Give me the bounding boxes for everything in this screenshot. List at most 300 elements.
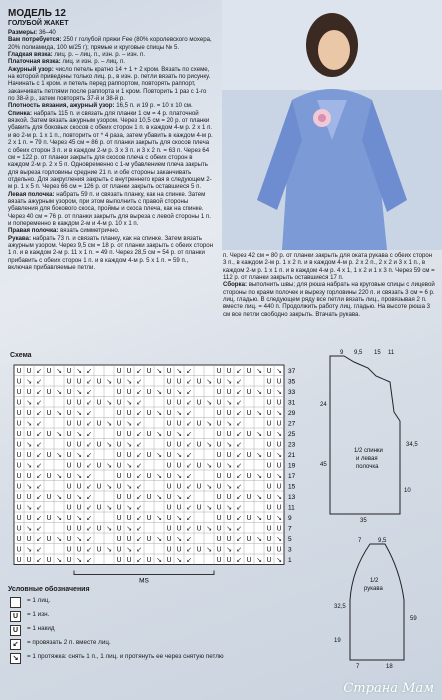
chart-cell-symbol: U [266, 419, 272, 428]
chart-cell-symbol: U [116, 461, 122, 470]
chart-cell-symbol: ↙ [86, 451, 92, 459]
chart-cell-symbol: U [146, 514, 152, 522]
chart-cell-symbol: ↙ [236, 430, 242, 438]
chart-cell-symbol: ↙ [36, 503, 42, 512]
chart-cell-symbol: U [276, 461, 282, 470]
chart-cell-symbol: U [66, 451, 72, 459]
chart-cell-symbol: U [216, 503, 222, 512]
chart-cell-symbol: ↙ [236, 545, 242, 554]
chart-cell-symbol: ↘ [126, 461, 132, 470]
chart-cell-symbol: U [76, 419, 82, 428]
chart-cell-symbol: U [116, 482, 122, 491]
chart-cell-symbol: U [96, 503, 102, 512]
chart-cell-symbol: ↘ [126, 377, 132, 386]
chart-cell-symbol: ↘ [106, 377, 112, 386]
chart-row-number: 11 [288, 504, 295, 512]
chart-cell-symbol: U [266, 451, 272, 459]
paragraph-text: 36–40 [37, 29, 56, 36]
chart-cell-symbol: ↙ [186, 440, 192, 449]
chart-cell-symbol: ↘ [226, 377, 232, 386]
chart-cell-symbol: U [16, 419, 22, 428]
chart-cell-symbol: ↘ [226, 461, 232, 470]
chart-cell-symbol: U [96, 377, 102, 386]
chart-cell-symbol: U [16, 409, 22, 417]
chart-cell-symbol: U [26, 451, 32, 459]
chart-cell-symbol: ↙ [86, 493, 92, 501]
chart-cell-symbol: ↘ [276, 472, 282, 480]
chart-cell-symbol: U [176, 482, 182, 491]
back-top-label-3: 15 [374, 350, 381, 356]
chart-cell-symbol: ↘ [56, 367, 62, 375]
chart-cell-symbol: ↙ [186, 377, 192, 386]
paragraph-label: Вам потребуется: [8, 36, 62, 44]
chart-cell-symbol: U [66, 440, 72, 449]
chart-cell-symbol: ↙ [136, 440, 142, 449]
right-paragraph [223, 252, 435, 281]
chart-cell-symbol: ↘ [206, 398, 212, 407]
chart-cell-symbol: U [176, 377, 182, 386]
chart-cell-symbol: ↙ [36, 430, 42, 438]
chart-cell-symbol: ↘ [106, 545, 112, 554]
chart-cell-symbol: ↙ [186, 451, 192, 459]
chart-cell-symbol: U [46, 493, 52, 501]
back-bottom-label: 35 [360, 518, 367, 524]
back-right-label-1: 34,5 [406, 442, 418, 448]
chart-cell-symbol: U [216, 398, 222, 407]
chart-cell-symbol: ↘ [76, 430, 82, 438]
chart-cell-symbol: ↘ [26, 398, 32, 407]
chart-cell-symbol: ↙ [186, 503, 192, 512]
back-pattern-svg [318, 346, 436, 524]
chart-cell-symbol: ↙ [136, 398, 142, 407]
chart-cell-symbol: U [26, 388, 32, 396]
legend-item [8, 611, 224, 625]
paragraph-label: Левая полочка: [8, 190, 55, 198]
chart-cell-symbol: U [226, 367, 232, 375]
chart-cell-symbol: U [266, 472, 272, 480]
chart-cell-symbol: U [96, 482, 102, 491]
chart-cell-symbol: U [166, 545, 172, 554]
chart-cell-symbol: ↘ [176, 409, 182, 417]
chart-cell-symbol: ↘ [56, 556, 62, 564]
chart-cell-symbol: U [266, 503, 272, 512]
chart-cell-symbol: U [246, 514, 252, 522]
chart-cell-symbol: U [96, 419, 102, 428]
chart-cell-symbol: ↘ [176, 493, 182, 501]
chart-cell-symbol: U [216, 535, 222, 543]
chart-cell-symbol: U [76, 503, 82, 512]
chart-cell-symbol: U [246, 451, 252, 459]
back-center-2: и левая [356, 456, 378, 462]
chart-cell-symbol: ↙ [186, 482, 192, 491]
chart-cell-symbol: U [176, 545, 182, 554]
chart-cell-symbol: U [226, 472, 232, 480]
chart-cell-symbol: U [146, 472, 152, 480]
chart-cell-symbol: U [26, 472, 32, 480]
paragraph-text: лиц. р. – лиц. п., изн. р. – изн. п. [52, 51, 146, 59]
chart-cell-symbol: U [66, 482, 72, 491]
chart-cell-symbol: U [166, 503, 172, 512]
chart-cell-symbol: U [66, 367, 72, 375]
chart-row-number: 31 [288, 399, 296, 407]
chart-cell-symbol: ↙ [186, 472, 192, 480]
chart-cell-symbol: ↘ [56, 451, 62, 459]
paragraph-label: Плотность вязания, ажурный узор: [8, 102, 115, 110]
chart-cell-symbol: ↘ [26, 503, 32, 512]
chart-cell-symbol: ↘ [126, 419, 132, 428]
chart-cell-symbol: ↙ [86, 409, 92, 417]
chart-cell-symbol: U [66, 472, 72, 480]
chart-cell-symbol: U [16, 440, 22, 449]
chart-cell-symbol: ↘ [176, 367, 182, 375]
chart-cell-symbol: ↙ [186, 398, 192, 407]
chart-cell-symbol: ↙ [36, 367, 42, 375]
chart-cell-symbol: U [96, 461, 102, 470]
chart-cell-symbol: ↘ [156, 472, 162, 480]
legend-title: Условные обозначения [8, 586, 90, 593]
chart-row-number: 3 [288, 546, 292, 554]
chart-cell-symbol: ↙ [236, 451, 242, 459]
chart-cell-symbol: ↙ [136, 377, 142, 386]
model-subtitle: ГОЛУБОЙ ЖАКЕТ [8, 20, 69, 27]
chart-cell-symbol: ↙ [36, 419, 42, 428]
chart-cell-symbol: U [266, 409, 272, 417]
sleeve-pattern-diagram [330, 530, 430, 675]
chart-cell-symbol: ↘ [26, 419, 32, 428]
chart-cell-symbol: ↙ [86, 430, 92, 438]
chart-cell-symbol: U [246, 493, 252, 501]
chart-cell-symbol: ↙ [36, 556, 42, 564]
chart-cell-symbol: ↙ [236, 440, 242, 449]
chart-cell-symbol: U [176, 503, 182, 512]
chart-cell-symbol: U [266, 377, 272, 386]
chart-cell-symbol: U [216, 524, 222, 533]
legend-symbol: ↘ [10, 653, 21, 664]
chart-cell-symbol: ↘ [76, 367, 82, 375]
chart-row-number: 33 [288, 389, 296, 396]
chart-cell-symbol: ↙ [86, 440, 92, 449]
chart-cell-symbol: U [226, 451, 232, 459]
chart-cell-symbol: U [126, 535, 132, 543]
chart-cell-symbol: ↘ [106, 482, 112, 491]
chart-cell-symbol: U [16, 545, 22, 554]
chart-cell-symbol: U [116, 430, 122, 438]
chart-cell-symbol: ↙ [186, 493, 192, 501]
chart-cell-symbol: U [96, 440, 102, 449]
chart-cell-symbol: ↘ [226, 440, 232, 449]
chart-cell-symbol: U [26, 514, 32, 522]
chart-cell-symbol: ↘ [56, 514, 62, 522]
chart-cell-symbol: ↘ [276, 409, 282, 417]
chart-cell-symbol: ↘ [276, 556, 282, 564]
chart-cell-symbol: U [216, 545, 222, 554]
chart-cell-symbol: ↘ [226, 398, 232, 407]
chart-cell-symbol: U [16, 503, 22, 512]
paragraph-label: Ажурный узор: [8, 65, 54, 73]
chart-row-number: 25 [288, 431, 296, 438]
chart-cell-symbol: ↙ [36, 535, 42, 543]
paragraph-label: Рукава: [8, 234, 31, 242]
chart-cell-symbol: ↘ [276, 430, 282, 438]
chart-row-number: 27 [288, 420, 296, 428]
chart-cell-symbol: U [116, 377, 122, 386]
chart-cell-symbol: U [116, 535, 122, 543]
chart-cell-symbol: U [66, 545, 72, 554]
chart-cell-symbol: ↘ [106, 524, 112, 533]
chart-cell-symbol: ↙ [136, 514, 142, 522]
chart-cell-symbol: U [66, 514, 72, 522]
chart-cell-symbol: U [276, 398, 282, 407]
chart-cell-symbol: ↘ [126, 545, 132, 554]
chart-cell-symbol: U [176, 440, 182, 449]
chart-cell-symbol: ↘ [176, 535, 182, 543]
chart-cell-symbol: ↘ [126, 524, 132, 533]
chart-cell-symbol: ↙ [186, 524, 192, 533]
right-text-column [223, 252, 435, 318]
chart-cell-symbol: U [216, 440, 222, 449]
chart-cell-symbol: U [266, 367, 272, 375]
chart-cell-symbol: U [196, 482, 202, 491]
sleeve-right-label: 59 [410, 616, 417, 622]
chart-cell-symbol: ↙ [136, 482, 142, 491]
chart-cell-symbol: ↘ [126, 398, 132, 407]
chart-cell-symbol: U [276, 524, 282, 533]
paragraph-text: 16,5 п. и 19 р. = 10 x 10 см. [114, 102, 193, 110]
chart-cell-symbol: U [66, 430, 72, 438]
paragraph-text: набрать 115 п. и связать для планки 1 см = 4 р. платочной вязкой. Затем вязать ажурным узором. Через 10,5 см = 20 р. от планки убавить для боковых скосов с обеих сторон 1 п. в каждом 4-м р. 2 x 1 п. и во 2-м р. 1 x 1 п., повторить от * 4 раза, затем убавить в каждом 4-м р. 2 x 1 п. = 79 п. Через 45 см = 86 р. от планки закрыть для скосов плеча с обеих сторон 3 п. и в каждом 2-м р. 3 x 3 п. и 3 x 2 п. = 63 п. Через 64 см = 122 р. от планки закрыть для скосов плеча с обеих сторон в каждом 2-м р. 2 x 5 п. Одновременно с 1-м убавлением плеча закрыть для выреза горловины средние 21 п. и обе стороны заканчивать отдельно. Для закругления закрыть с внутреннего края в следующем 2-м р. 1 x 5 п. Через 66 см = 126 р. от планки закрыть оставшиеся 5 п. [8, 109, 213, 191]
chart-cell-symbol: U [126, 493, 132, 501]
paragraph-label: Гладкая вязка: [8, 51, 53, 59]
watermark: Страна Мам [343, 681, 434, 696]
right-paragraph [223, 281, 435, 318]
chart-cell-symbol: ↙ [36, 524, 42, 533]
chart-cell-symbol: ↘ [256, 367, 262, 375]
chart-cell-symbol: ↘ [256, 535, 262, 543]
model-photo-illustration [222, 0, 442, 250]
chart-cell-symbol: ↙ [36, 482, 42, 491]
chart-cell-symbol: ↙ [36, 440, 42, 449]
left-paragraph [8, 29, 213, 36]
chart-cell-symbol: U [26, 535, 32, 543]
model-title: МОДЕЛЬ 12 [8, 8, 66, 19]
sleeve-center-1: 1/2 [370, 578, 379, 584]
chart-cell-symbol: ↙ [186, 556, 192, 564]
model-photo [222, 0, 442, 250]
chart-cell-symbol: U [126, 388, 132, 396]
chart-cell-symbol: ↙ [136, 503, 142, 512]
chart-cell-symbol: U [216, 451, 222, 459]
chart-cell-symbol: ↘ [176, 388, 182, 396]
back-left-label-1: 24 [320, 402, 327, 408]
chart-cell-symbol: U [276, 440, 282, 449]
chart-cell-symbol: U [46, 535, 52, 543]
chart-cell-symbol: U [166, 419, 172, 428]
chart-cell-symbol: ↘ [156, 409, 162, 417]
chart-cell-symbol: U [126, 367, 132, 375]
legend-text: = 1 протяжка: снять 1 п., 1 лиц. и протянуть ее через снятую петлю [27, 653, 224, 660]
chart-row-number: 15 [288, 483, 296, 491]
chart-cell-symbol: U [216, 461, 222, 470]
sleeve-top-label-2: 9,5 [378, 538, 387, 544]
chart-cell-symbol: ↘ [106, 461, 112, 470]
chart-cell-symbol: ↘ [206, 545, 212, 554]
chart-cell-symbol: ↘ [176, 430, 182, 438]
chart-cell-symbol: ↙ [136, 493, 142, 501]
chart-cell-symbol: U [196, 503, 202, 512]
chart-cell-symbol: ↙ [86, 472, 92, 480]
chart-cell-symbol: ↘ [256, 493, 262, 501]
chart-cell-symbol: ↘ [256, 556, 262, 564]
chart-cell-symbol: U [226, 409, 232, 417]
chart-cell-symbol: U [116, 409, 122, 417]
chart-cell-symbol: ↘ [106, 503, 112, 512]
chart-cell-symbol: U [96, 545, 102, 554]
chart-cell-symbol: U [16, 514, 22, 522]
chart-cell-symbol: ↘ [206, 461, 212, 470]
back-side-label: 10 [404, 488, 411, 494]
chart-cell-symbol: U [46, 388, 52, 396]
chart-cell-symbol: U [216, 556, 222, 564]
chart-cell-symbol: ↙ [136, 367, 142, 375]
chart-cell-symbol: U [166, 377, 172, 386]
chart-cell-symbol: ↘ [256, 430, 262, 438]
chart-cell-symbol: U [146, 430, 152, 438]
chart-cell-symbol: ↘ [256, 451, 262, 459]
chart-cell-symbol: U [116, 388, 122, 396]
chart-cell-symbol: ↙ [236, 556, 242, 564]
chart-cell-symbol: ↘ [176, 472, 182, 480]
chart-cell-symbol: U [196, 440, 202, 449]
chart-cell-symbol: U [166, 535, 172, 543]
chart-cell-symbol: U [176, 461, 182, 470]
sleeve-bottom-label-1: 7 [356, 664, 360, 670]
chart-cell-symbol: ↙ [236, 409, 242, 417]
chart-cell-symbol: U [16, 461, 22, 470]
chart-cell-symbol: U [46, 472, 52, 480]
chart-cell-symbol: ↙ [186, 545, 192, 554]
chart-cell-symbol: U [76, 398, 82, 407]
chart-cell-symbol: U [76, 524, 82, 533]
chart-cell-symbol: U [216, 514, 222, 522]
chart-cell-symbol: ↘ [226, 503, 232, 512]
chart-cell-symbol: U [116, 493, 122, 501]
chart-cell-symbol: ↘ [76, 514, 82, 522]
chart-cell-symbol: ↙ [136, 524, 142, 533]
chart-cell-symbol: U [16, 367, 22, 375]
chart-cell-symbol: U [266, 535, 272, 543]
chart-cell-symbol: U [126, 409, 132, 417]
left-paragraph [8, 36, 213, 51]
chart-cell-symbol: U [166, 430, 172, 438]
chart-cell-symbol: U [126, 514, 132, 522]
chart-cell-symbol: ↙ [186, 514, 192, 522]
chart-cell-symbol: ↙ [236, 514, 242, 522]
chart-cell-symbol: ↘ [256, 514, 262, 522]
left-text-column [8, 8, 213, 271]
chart-cell-symbol: ↘ [206, 482, 212, 491]
left-paragraph [8, 102, 213, 109]
chart-cell-symbol: ↘ [26, 482, 32, 491]
chart-cell-symbol: U [246, 430, 252, 438]
chart-cell-symbol: ↙ [236, 472, 242, 480]
legend-item [8, 653, 224, 667]
chart-cell-symbol: U [276, 482, 282, 491]
chart-cell-symbol: U [116, 503, 122, 512]
legend-text: = 1 изн. [27, 611, 50, 618]
chart-cell-symbol: ↙ [236, 398, 242, 407]
chart-cell-symbol: U [16, 398, 22, 407]
chart-row-number: 29 [288, 410, 296, 417]
chart-cell-symbol: U [146, 493, 152, 501]
chart-cell-symbol: ↘ [106, 419, 112, 428]
chart-cell-symbol: U [66, 409, 72, 417]
chart-cell-symbol: ↘ [126, 440, 132, 449]
back-pattern-diagram [318, 346, 436, 529]
chart-cell-symbol: U [96, 398, 102, 407]
chart-cell-symbol: ↘ [106, 398, 112, 407]
chart-cell-symbol: U [166, 524, 172, 533]
chart-cell-symbol: U [116, 451, 122, 459]
chart-cell-symbol: ↙ [236, 503, 242, 512]
back-top-label-1: 9 [340, 350, 344, 356]
chart-cell-symbol: ↙ [236, 419, 242, 428]
chart-row-number: 19 [288, 462, 296, 470]
chart-cell-symbol: ↘ [76, 472, 82, 480]
chart-cell-symbol: ↘ [156, 514, 162, 522]
chart-row-number: 1 [288, 557, 292, 564]
left-paragraph [8, 227, 213, 234]
chart-cell-symbol: U [46, 409, 52, 417]
chart-cell-symbol: U [116, 398, 122, 407]
left-paragraph [8, 66, 213, 103]
chart-cell-symbol: ↙ [86, 461, 92, 470]
chart-cell-symbol: ↙ [136, 472, 142, 480]
chart-cell-symbol: ↘ [156, 430, 162, 438]
chart-cell-symbol: U [96, 524, 102, 533]
knitting-chart [10, 352, 310, 591]
legend-symbol: U [10, 625, 21, 636]
chart-cell-symbol: ↙ [36, 493, 42, 501]
chart-cell-symbol: ↘ [206, 524, 212, 533]
chart-cell-symbol: U [216, 409, 222, 417]
chart-cell-symbol: ↙ [86, 388, 92, 396]
chart-row-number: 5 [288, 536, 292, 543]
chart-cell-symbol: U [126, 556, 132, 564]
chart-cell-symbol: ↘ [276, 388, 282, 396]
chart-cell-symbol: ↙ [236, 535, 242, 543]
left-paragraph [8, 51, 213, 58]
chart-cell-symbol: U [146, 451, 152, 459]
chart-cell-symbol: U [66, 388, 72, 396]
chart-cell-symbol: U [176, 419, 182, 428]
chart-cell-symbol: ↘ [126, 482, 132, 491]
legend-item [8, 625, 224, 639]
chart-cell-symbol: U [126, 451, 132, 459]
sleeve-top-label-1: 7 [358, 538, 362, 544]
chart-cell-symbol: ↘ [176, 556, 182, 564]
chart-cell-symbol: ↙ [186, 461, 192, 470]
chart-cell-symbol: U [196, 419, 202, 428]
chart-repeat-mark: MS [139, 577, 149, 585]
chart-cell-symbol: U [166, 451, 172, 459]
chart-cell-symbol: U [196, 398, 202, 407]
chart-cell-symbol: ↘ [106, 440, 112, 449]
chart-cell-symbol: U [116, 514, 122, 522]
chart-cell-symbol: ↘ [56, 535, 62, 543]
chart-cell-symbol: ↘ [156, 493, 162, 501]
chart-cell-symbol: ↘ [76, 493, 82, 501]
chart-cell-symbol: U [46, 556, 52, 564]
